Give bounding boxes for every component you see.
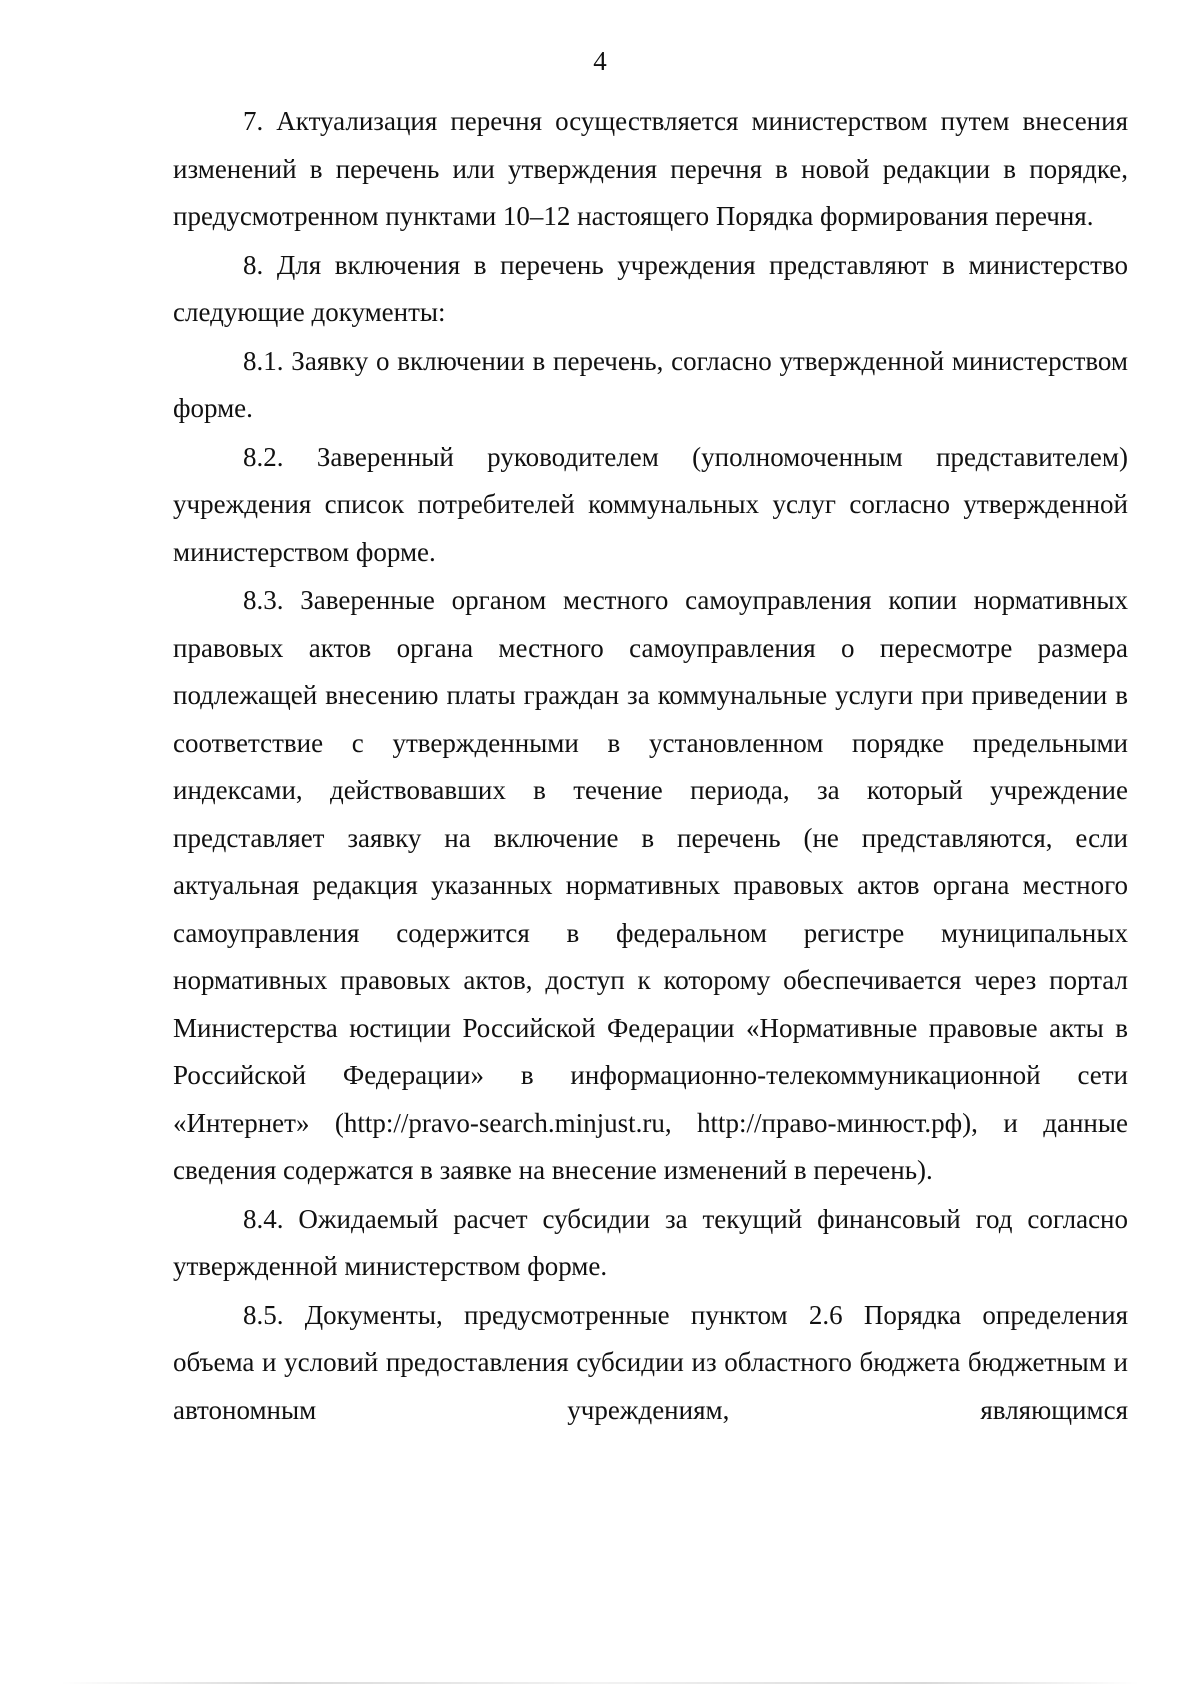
paragraph-8-2: 8.2. Заверенный руководителем (уполномоченным представителем) учреждения список потребителей коммунальных услуг согласно утвержденной министерством форме.: [173, 441, 1128, 567]
page-number: 4: [593, 46, 607, 76]
paragraph-8-4: 8.4. Ожидаемый расчет субсидии за текущий финансовый год согласно утвержденной министерством форме.: [173, 1203, 1128, 1281]
paragraph-8-3: 8.3. Заверенные органом местного самоуправления копии нормативных правовых актов органа местного самоуправления о пересмотре размера подлежащей внесению платы граждан за коммунальные услуги при приведении в соответствие с утвержденными в установленном порядке предельными индексами, действовавших в течение периода, за который учреждение представляет заявку на включение в перечень (не представляются, если актуальная редакция указанных нормативных правовых актов органа местного самоуправления содержится в федеральном регистре муниципальных нормативных правовых актов, доступ к которому обеспечивается через портал Министерства юстиции Российской Федерации «Нормативные правовые акты в Российской Федерации» в информационно-телекоммуникационной сети «Интернет» (http://pravo-search.minjust.ru, http://право-минюст.рф), и данные сведения содержатся в заявке на внесение изменений в перечень).: [173, 585, 1128, 1185]
paragraph-8-5: 8.5. Документы, предусмотренные пунктом 2.6 Порядка определения объема и условий предоставления субсидии из областного бюджета бюджетным и автономным учреждениям, являющимся: [173, 1299, 1128, 1425]
paragraph-7: 7. Актуализация перечня осуществляется министерством путем внесения изменений в перечень или утверждения перечня в новой редакции в порядке, предусмотренном пунктами 10–12 настоящего Порядка формирования перечня.: [173, 106, 1128, 231]
paragraph-8-1: 8.1. Заявку о включении в перечень, согласно утвержденной министерством форме.: [173, 345, 1128, 423]
scan-edge-line: [60, 1682, 1140, 1684]
document-body: [173, 98, 1128, 1434]
paragraph-8: 8. Для включения в перечень учреждения представляют в министерство следующие документы:: [173, 249, 1128, 327]
